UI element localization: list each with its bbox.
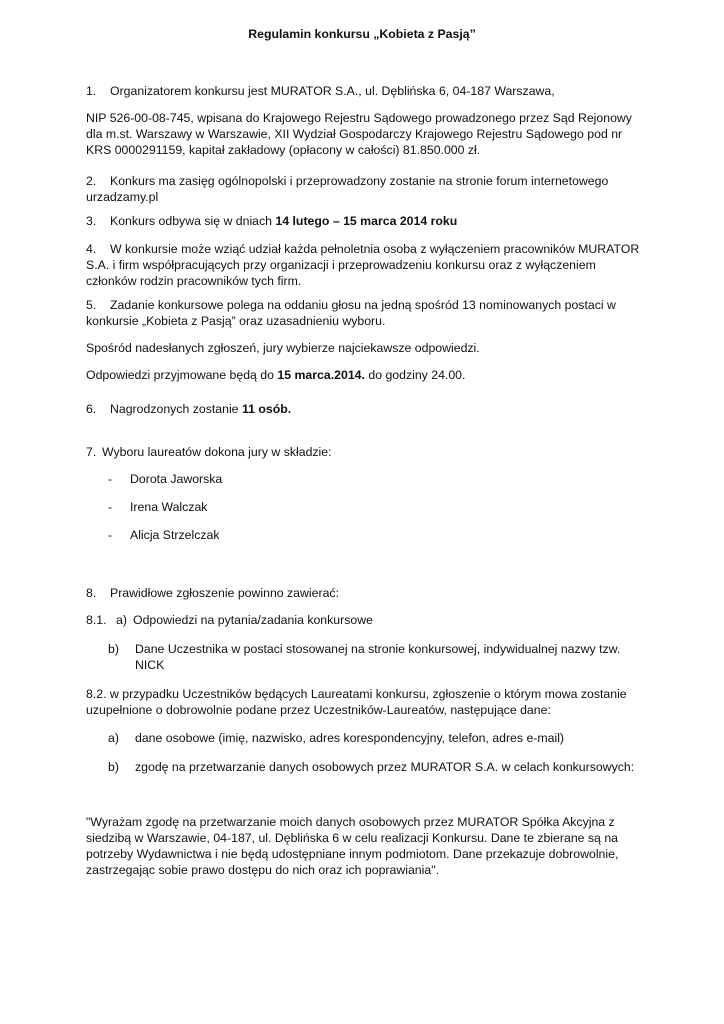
jury-member-name: Dorota Jaworska <box>130 472 223 486</box>
section-text-cont: S.A. i firm współpracujących przy organizacji i przeprowadzeniu konkursu oraz z wyłączeniem <box>86 258 596 272</box>
jury-member-name: Irena Walczak <box>130 500 208 514</box>
section-text: Wyboru laureatów dokona jury w składzie: <box>102 445 332 459</box>
section-text: Nagrodzonych zostanie <box>110 402 242 416</box>
jury-paragraph: Spośród nadesłanych zgłoszeń, jury wybierze najciekawsze odpowiedzi. <box>86 341 480 355</box>
section-number: 3. <box>86 214 97 228</box>
list-dash: - <box>108 500 113 514</box>
section-number: 7. <box>86 445 97 459</box>
company-line-3: KRS 0000291159, kapitał zakładowy (opłacony w całości) 81.850.000 zł. <box>86 143 481 157</box>
section-number: 4. <box>86 242 97 256</box>
section-text-cont: uzupełnione o dobrowolnie podane przez Uczestników-Laureatów, następujące dane: <box>86 703 551 717</box>
item-text: dane osobowe (imię, nazwisko, adres korespondencyjny, telefon, adres e-mail) <box>135 731 565 745</box>
section-text: Organizatorem konkursu jest MURATOR S.A., ul. Dęblińska 6, 04-187 Warszawa, <box>110 84 555 98</box>
company-line-1: NIP 526-00-08-745, wpisana do Krajowego Rejestru Sądowego prowadzonego przez Sąd Rejonowy <box>86 111 632 125</box>
section-4 <box>86 241 646 289</box>
item-label: b) <box>108 760 119 774</box>
deadline-paragraph <box>86 367 646 383</box>
jury-member <box>108 527 668 543</box>
contest-dates: 14 lutego – 15 marca 2014 roku <box>275 214 458 228</box>
item-text: zgodę na przetwarzanie danych osobowych przez MURATOR S.A. w celach konkursowych: <box>135 760 635 774</box>
section-number: 6. <box>86 402 97 416</box>
company-line-2: dla m.st. Warszawy w Warszawie, XII Wydział Gospodarczy Krajowego Rejestru Sądowego pod nr <box>86 127 623 141</box>
section-1 <box>86 83 646 99</box>
section-text: Konkurs odbywa się w dniach <box>110 214 276 228</box>
section-5 <box>86 297 646 329</box>
jury-member <box>108 471 668 487</box>
item-text: Dane Uczestnika w postaci stosowanej na stronie konkursowej, indywidualnej nazwy tzw. NICK <box>135 642 621 672</box>
section-8-2-a <box>108 730 668 746</box>
section-2 <box>86 173 646 205</box>
deadline-text: Odpowiedzi przyjmowane będą do <box>86 368 278 382</box>
item-label: a) <box>116 613 127 627</box>
item-label: b) <box>108 642 119 656</box>
section-text: Konkurs ma zasięg ogólnopolski i przeprowadzony zostanie na stronie forum internetowego <box>110 174 609 188</box>
list-dash: - <box>108 528 113 542</box>
winners-count: 11 osób. <box>241 402 292 416</box>
section-6 <box>86 401 646 417</box>
section-8 <box>86 585 646 601</box>
section-text: Zadanie konkursowe polega na oddaniu głosu na jedną spośród 13 nominowanych postaci w <box>110 298 616 312</box>
section-7 <box>86 444 646 460</box>
section-text-cont: członków rodzin pracowników tych firm. <box>86 274 302 288</box>
consent-statement: "Wyrażam zgodę na przetwarzanie moich danych osobowych przez MURATOR Spółka Akcyjna z siedzibą w Warszawie, 04-187, ul. Dęblińska 6 w celu realizacji Konkursu. Dane te zbierane są na potrzeby Wydawnictwa i nie będą udostępniane innym podmiotom. Dane przekazuje dobrowolnie, zastrzegając sobie prawo dostępu do nich oraz ich poprawiania". <box>86 815 619 877</box>
deadline-suffix: do godziny 24.00. <box>364 368 466 382</box>
section-text: Prawidłowe zgłoszenie powinno zawierać: <box>110 586 339 600</box>
jury-member <box>108 499 668 515</box>
section-text: W konkursie może wziąć udział każda pełnoletnia osoba z wyłączeniem pracowników MURATOR <box>110 242 640 256</box>
document-title: Regulamin konkursu „Kobieta z Pasją” <box>248 27 476 41</box>
section-number: 5. <box>86 298 97 312</box>
section-3 <box>86 213 646 229</box>
section-text-cont: konkursie „Kobieta z Pasją” oraz uzasadnieniu wyboru. <box>86 314 386 328</box>
jury-member-name: Alicja Strzelczak <box>130 528 220 542</box>
section-number: 8.1. <box>86 613 107 627</box>
section-number: 8. <box>86 586 97 600</box>
section-text-cont: urzadzamy.pl <box>86 190 159 204</box>
section-8-2 <box>86 686 646 718</box>
section-number: 2. <box>86 174 97 188</box>
item-text: Odpowiedzi na pytania/zadania konkursowe <box>133 613 373 627</box>
list-dash: - <box>108 472 113 486</box>
deadline-date: 15 marca.2014. <box>277 368 365 382</box>
company-details <box>86 110 646 158</box>
item-label: a) <box>108 731 119 745</box>
section-number: 1. <box>86 84 97 98</box>
section-8-1-a <box>86 612 646 628</box>
section-8-2-b <box>108 759 668 775</box>
section-text: 8.2. w przypadku Uczestników będących Laureatami konkursu, zgłoszenie o którym mowa zostanie <box>86 687 627 701</box>
